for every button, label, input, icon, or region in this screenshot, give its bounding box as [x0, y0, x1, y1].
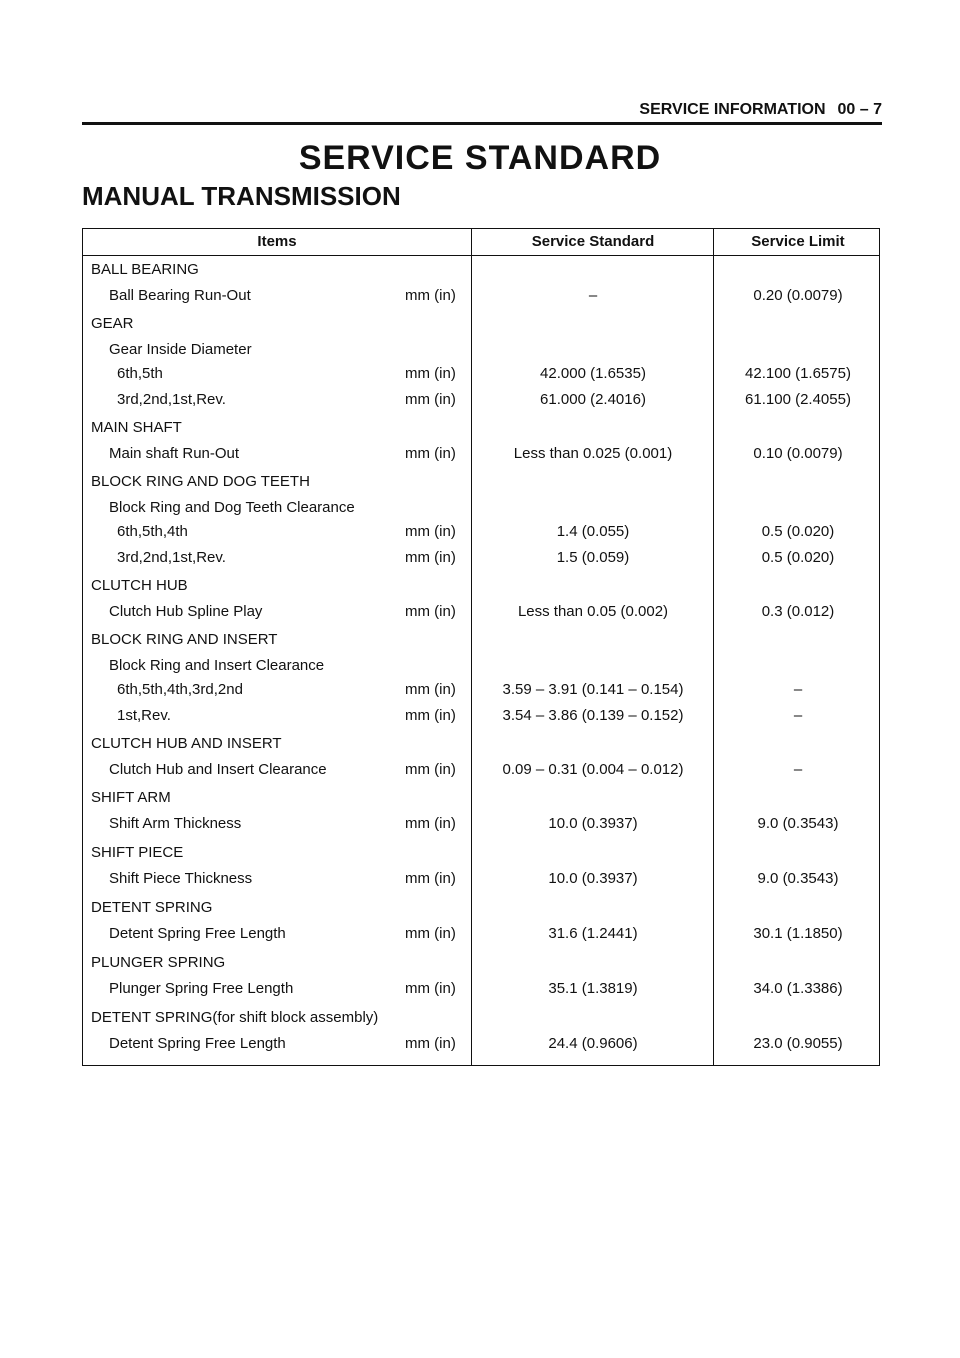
item-label: 6th,5th,4th,3rd,2nd — [117, 681, 243, 698]
item-label: Shift Piece Thickness — [109, 870, 253, 887]
item-label: CLUTCH HUB AND INSERT — [91, 735, 282, 752]
service-limit-value: 0.3 (0.012) — [761, 603, 835, 620]
column-header-service-limit: Service Limit — [751, 233, 845, 250]
service-standard-value: – — [588, 287, 598, 304]
service-limit-value: 9.0 (0.3543) — [757, 870, 839, 887]
item-label: Block Ring and Insert Clearance — [109, 657, 325, 674]
table-row — [83, 813, 881, 835]
item-label: DETENT SPRING(for shift block assembly) — [91, 1009, 379, 1026]
item-label: MAIN SHAFT — [91, 419, 182, 436]
service-standard-value: 10.0 (0.3937) — [548, 815, 638, 832]
table-row — [83, 868, 881, 890]
section-row — [83, 313, 881, 335]
item-label: Shift Arm Thickness — [109, 815, 242, 832]
section-row — [83, 842, 881, 864]
service-standard-value: 24.4 (0.9606) — [548, 1035, 638, 1052]
unit-label: mm (in) — [405, 549, 456, 566]
table-row — [83, 443, 881, 465]
service-limit-value: 0.5 (0.020) — [761, 549, 835, 566]
table-row — [83, 1033, 881, 1055]
item-label: SHIFT ARM — [91, 789, 171, 806]
unit-label: mm (in) — [405, 980, 456, 997]
service-standard-value: 42.000 (1.6535) — [540, 365, 646, 382]
header-divider — [83, 255, 879, 256]
unit-label: mm (in) — [405, 761, 456, 778]
service-limit-value: 0.10 (0.0079) — [753, 445, 843, 462]
item-label: 6th,5th,4th — [117, 523, 188, 540]
item-label: Block Ring and Dog Teeth Clearance — [109, 499, 355, 516]
item-label: Detent Spring Free Length — [109, 1035, 286, 1052]
section-row — [83, 897, 881, 919]
service-standard-value: 35.1 (1.3819) — [548, 980, 638, 997]
section-row — [83, 259, 881, 281]
section-row — [83, 952, 881, 974]
table-row — [83, 705, 881, 727]
service-standard-value: 0.09 – 0.31 (0.004 – 0.012) — [502, 761, 684, 778]
item-label: PLUNGER SPRING — [91, 954, 226, 971]
unit-label: mm (in) — [405, 523, 456, 540]
section-row — [83, 787, 881, 809]
table-row — [83, 363, 881, 385]
service-limit-value: 23.0 (0.9055) — [753, 1035, 843, 1052]
section-row — [83, 471, 881, 493]
section-name: SERVICE INFORMATION — [639, 101, 826, 118]
service-standard-value: 3.59 – 3.91 (0.141 – 0.154) — [502, 681, 684, 698]
section-row — [83, 575, 881, 597]
unit-label: mm (in) — [405, 925, 456, 942]
service-limit-value: 34.0 (1.3386) — [753, 980, 843, 997]
item-label: Detent Spring Free Length — [109, 925, 286, 942]
service-limit-value: 42.100 (1.6575) — [745, 365, 851, 382]
service-standard-value: 61.000 (2.4016) — [540, 391, 646, 408]
section-row — [83, 1007, 881, 1029]
item-label: Plunger Spring Free Length — [109, 980, 294, 997]
item-label: DETENT SPRING — [91, 899, 213, 916]
service-standard-value: Less than 0.05 (0.002) — [517, 603, 669, 620]
service-limit-value: 61.100 (2.4055) — [745, 391, 851, 408]
unit-label: mm (in) — [405, 445, 456, 462]
unit-label: mm (in) — [405, 287, 456, 304]
section-row — [83, 629, 881, 651]
table-row — [83, 601, 881, 623]
page-title: SERVICE STANDARD — [298, 139, 662, 177]
item-label: Clutch Hub and Insert Clearance — [109, 761, 327, 778]
column-header-items: Items — [257, 233, 297, 250]
item-label: 6th,5th — [117, 365, 163, 382]
section-row — [83, 733, 881, 755]
item-label: Gear Inside Diameter — [109, 341, 252, 358]
service-limit-value: 9.0 (0.3543) — [757, 815, 839, 832]
unit-label: mm (in) — [405, 603, 456, 620]
service-limit-value: – — [793, 707, 803, 724]
table-row — [83, 497, 881, 519]
section-row — [83, 417, 881, 439]
service-limit-value: – — [793, 761, 803, 778]
service-limit-value: 30.1 (1.1850) — [753, 925, 843, 942]
service-standard-value: 10.0 (0.3937) — [548, 870, 638, 887]
item-label: BLOCK RING AND DOG TEETH — [91, 473, 310, 490]
item-label: Clutch Hub Spline Play — [109, 603, 263, 620]
table-row — [83, 521, 881, 543]
item-label: 3rd,2nd,1st,Rev. — [117, 549, 226, 566]
service-standard-value: 3.54 – 3.86 (0.139 – 0.152) — [502, 707, 684, 724]
table-row — [83, 978, 881, 1000]
item-label: 3rd,2nd,1st,Rev. — [117, 391, 226, 408]
item-label: Ball Bearing Run-Out — [109, 287, 251, 304]
table-row — [83, 339, 881, 361]
column-header-service-standard: Service Standard — [531, 233, 655, 250]
item-label: Main shaft Run-Out — [109, 445, 240, 462]
unit-label: mm (in) — [405, 1035, 456, 1052]
table-row — [83, 679, 881, 701]
item-label: SHIFT PIECE — [91, 844, 184, 861]
table-row — [83, 923, 881, 945]
page-number: 00 – 7 — [837, 101, 882, 118]
service-standard-value: Less than 0.025 (0.001) — [513, 445, 673, 462]
table-row — [83, 655, 881, 677]
unit-label: mm (in) — [405, 365, 456, 382]
item-label: 1st,Rev. — [117, 707, 171, 724]
service-standard-value: 1.5 (0.059) — [556, 549, 630, 566]
table-row — [83, 547, 881, 569]
unit-label: mm (in) — [405, 707, 456, 724]
service-limit-value: 0.5 (0.020) — [761, 523, 835, 540]
item-label: BLOCK RING AND INSERT — [91, 631, 278, 648]
section-subtitle: MANUAL TRANSMISSION — [82, 181, 401, 211]
item-label: GEAR — [91, 315, 134, 332]
service-standard-value: 1.4 (0.055) — [556, 523, 630, 540]
unit-label: mm (in) — [405, 391, 456, 408]
unit-label: mm (in) — [405, 681, 456, 698]
unit-label: mm (in) — [405, 870, 456, 887]
unit-label: mm (in) — [405, 815, 456, 832]
item-label: BALL BEARING — [91, 261, 199, 278]
table-row — [83, 759, 881, 781]
service-limit-value: – — [793, 681, 803, 698]
service-standard-value: 31.6 (1.2441) — [548, 925, 638, 942]
service-limit-value: 0.20 (0.0079) — [753, 287, 843, 304]
item-label: CLUTCH HUB — [91, 577, 188, 594]
table-row — [83, 389, 881, 411]
page-header — [82, 100, 882, 125]
table-row — [83, 285, 881, 307]
service-standard-table — [82, 228, 880, 1066]
